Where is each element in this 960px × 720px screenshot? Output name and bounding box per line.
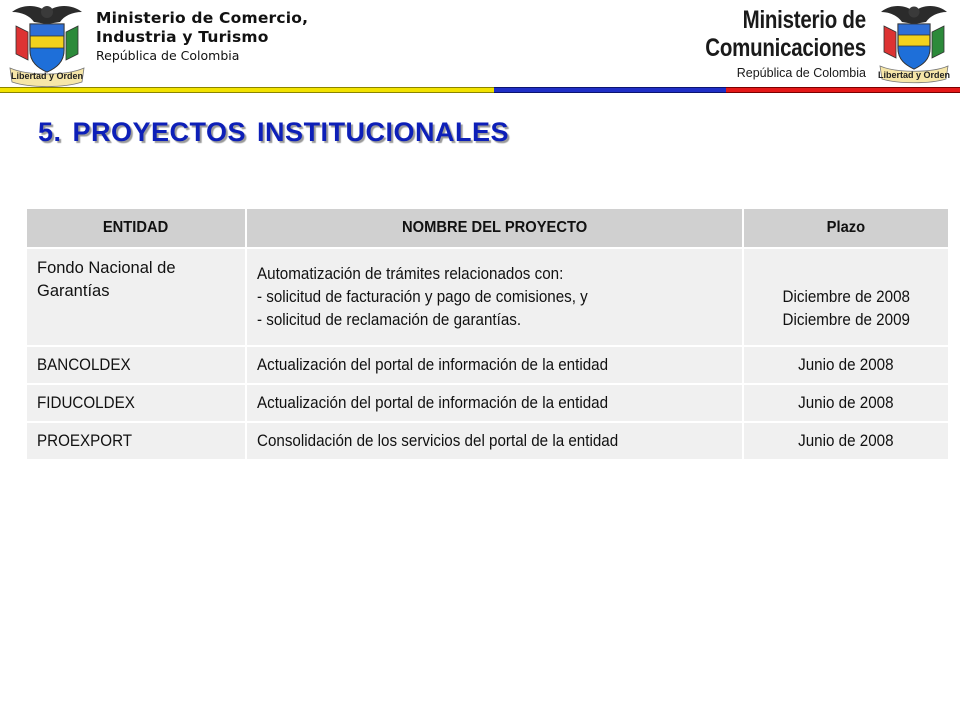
ministry-communications-header: [670, 6, 866, 82]
ministry-communications-line2: Comunicaciones: [705, 34, 866, 62]
table-row: [27, 347, 948, 383]
page-title: 5. PROYECTOS INSTITUCIONALES: [38, 117, 510, 147]
projects-table: [25, 207, 950, 461]
cell-entidad: FIDUCOLDEX: [27, 385, 245, 421]
header-entidad: ENTIDAD: [27, 209, 245, 247]
cell-proyecto: Actualización del portal de información de la entidad: [247, 385, 742, 421]
cell-entidad: Fondo Nacional de Garantías: [27, 249, 245, 345]
table-row: [27, 385, 948, 421]
cell-plazo: Junio de 2008: [744, 385, 948, 421]
ministry-commerce-header: [96, 9, 308, 64]
table-header-row: [27, 209, 948, 247]
seal-motto-left: Libertad y Orden: [10, 71, 83, 81]
ministry-commerce-line1: Ministerio de Comercio,: [96, 9, 309, 27]
ministry-commerce-country: República de Colombia: [96, 48, 240, 63]
cell-entidad: PROEXPORT: [27, 423, 245, 459]
table-row: [27, 423, 948, 459]
cell-plazo: Junio de 2008: [744, 347, 948, 383]
cell-plazo: Junio de 2008: [744, 423, 948, 459]
flag-yellow-stripe: [0, 87, 494, 93]
cell-proyecto: Actualización del portal de información de la entidad: [247, 347, 742, 383]
cell-plazo: Diciembre de 2008 Diciembre de 2009: [744, 249, 948, 345]
cell-entidad: BANCOLDEX: [27, 347, 245, 383]
ministry-communications-country: República de Colombia: [736, 66, 866, 80]
flag-blue-stripe: [494, 87, 726, 93]
ministry-communications-line1: Ministerio de: [742, 6, 866, 34]
flag-red-stripe: [726, 87, 960, 93]
header-plazo: Plazo: [744, 209, 948, 247]
colombia-flag-bar: [0, 87, 960, 93]
cell-proyecto: Consolidación de los servicios del portal de la entidad: [247, 423, 742, 459]
ministry-commerce-line2: Industria y Turismo: [96, 28, 269, 46]
cell-proyecto: Automatización de trámites relacionados con: - solicitud de facturación y pago de comisiones, y - solicitud de reclamación de garantías.: [247, 249, 742, 345]
seal-motto-right: Libertad y Orden: [877, 70, 950, 80]
header-proyecto: NOMBRE DEL PROYECTO: [247, 209, 742, 247]
table-row: [27, 249, 948, 345]
